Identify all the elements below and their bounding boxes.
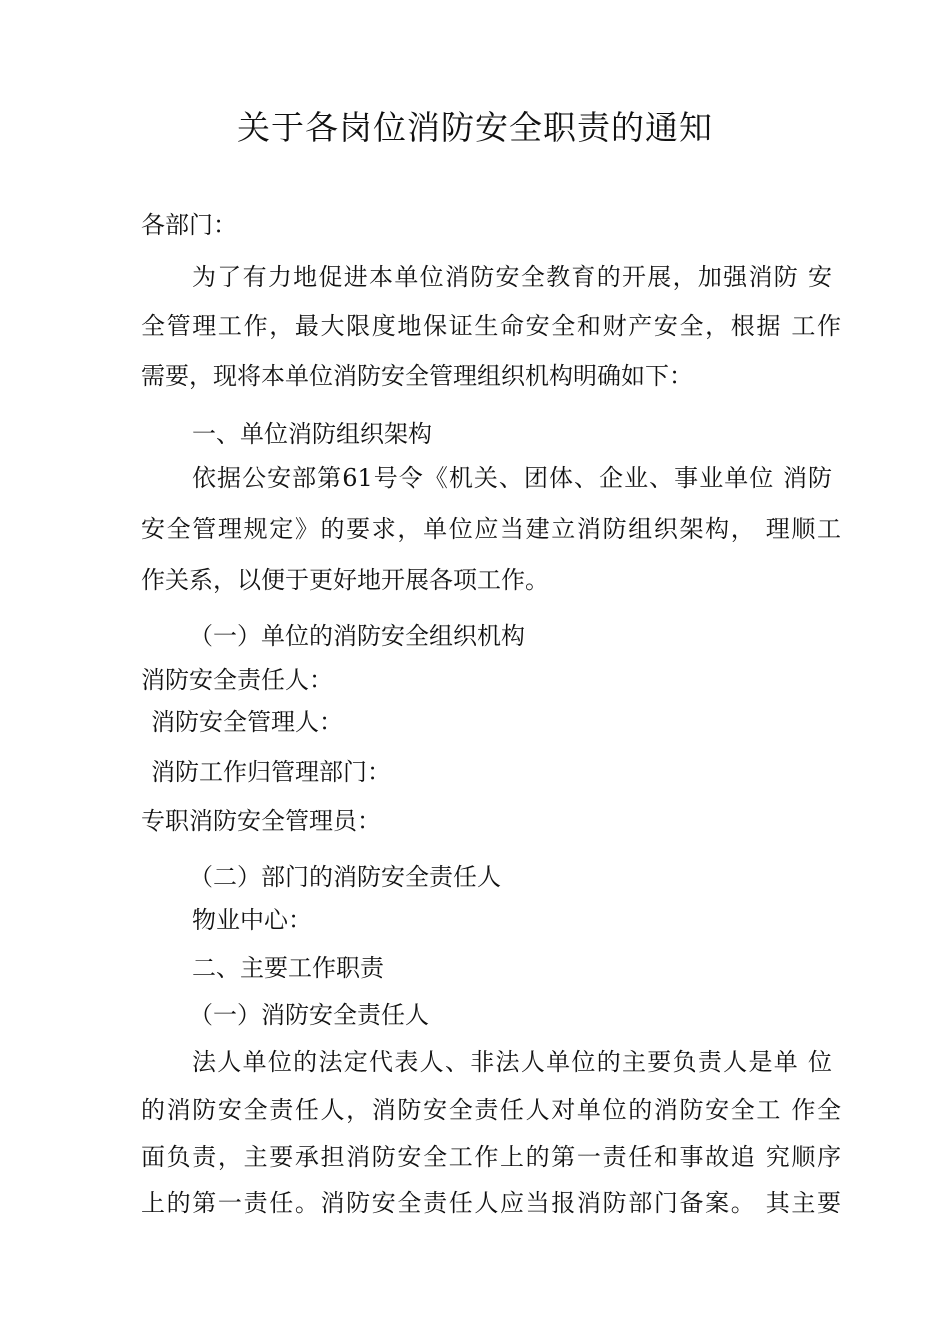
- paragraph-line: 需要，现将本单位消防安全管理组织机构明确如下：: [141, 362, 693, 390]
- salutation: 各部门：: [141, 211, 237, 239]
- paragraph-line: 的消防安全责任人，消防安全责任人对单位的消防安全工 作全: [141, 1096, 841, 1124]
- paragraph-line: 安全管理规定》的要求，单位应当建立消防组织架构， 理顺工: [141, 515, 841, 543]
- paragraph-line: 上的第一责任。消防安全责任人应当报消防部门备案。 其主要: [141, 1189, 841, 1217]
- subsection-heading: （二）部门的消防安全责任人: [189, 863, 501, 891]
- paragraph-line: 面负责，主要承担消防安全工作上的第一责任和事故追 究顺序: [141, 1143, 841, 1171]
- subsection-heading: （一）消防安全责任人: [189, 1001, 429, 1029]
- subsection-heading: （一）单位的消防安全组织机构: [189, 622, 525, 650]
- form-field-label: 消防安全责任人：: [141, 666, 333, 694]
- form-field-label: 专职消防安全管理员：: [141, 807, 381, 835]
- paragraph-line: 作关系，以便于更好地开展各项工作。: [141, 566, 549, 594]
- paragraph-line: 法人单位的法定代表人、非法人单位的主要负责人是单 位: [192, 1048, 832, 1076]
- section-heading: 一、单位消防组织架构: [192, 420, 432, 448]
- form-field-label: 消防安全管理人：: [151, 708, 343, 736]
- section-heading: 二、主要工作职责: [192, 954, 384, 982]
- form-field-label: 消防工作归管理部门：: [151, 758, 391, 786]
- document-title: 关于各岗位消防安全职责的通知: [237, 108, 713, 147]
- paragraph-line: 依据公安部第61号令《机关、团体、企业、事业单位 消防: [192, 464, 832, 492]
- paragraph-line: 全管理工作，最大限度地保证生命安全和财产安全，根据 工作: [141, 312, 841, 340]
- form-field-label: 物业中心：: [192, 906, 312, 934]
- paragraph-line: 为了有力地促进本单位消防安全教育的开展，加强消防 安: [192, 263, 832, 291]
